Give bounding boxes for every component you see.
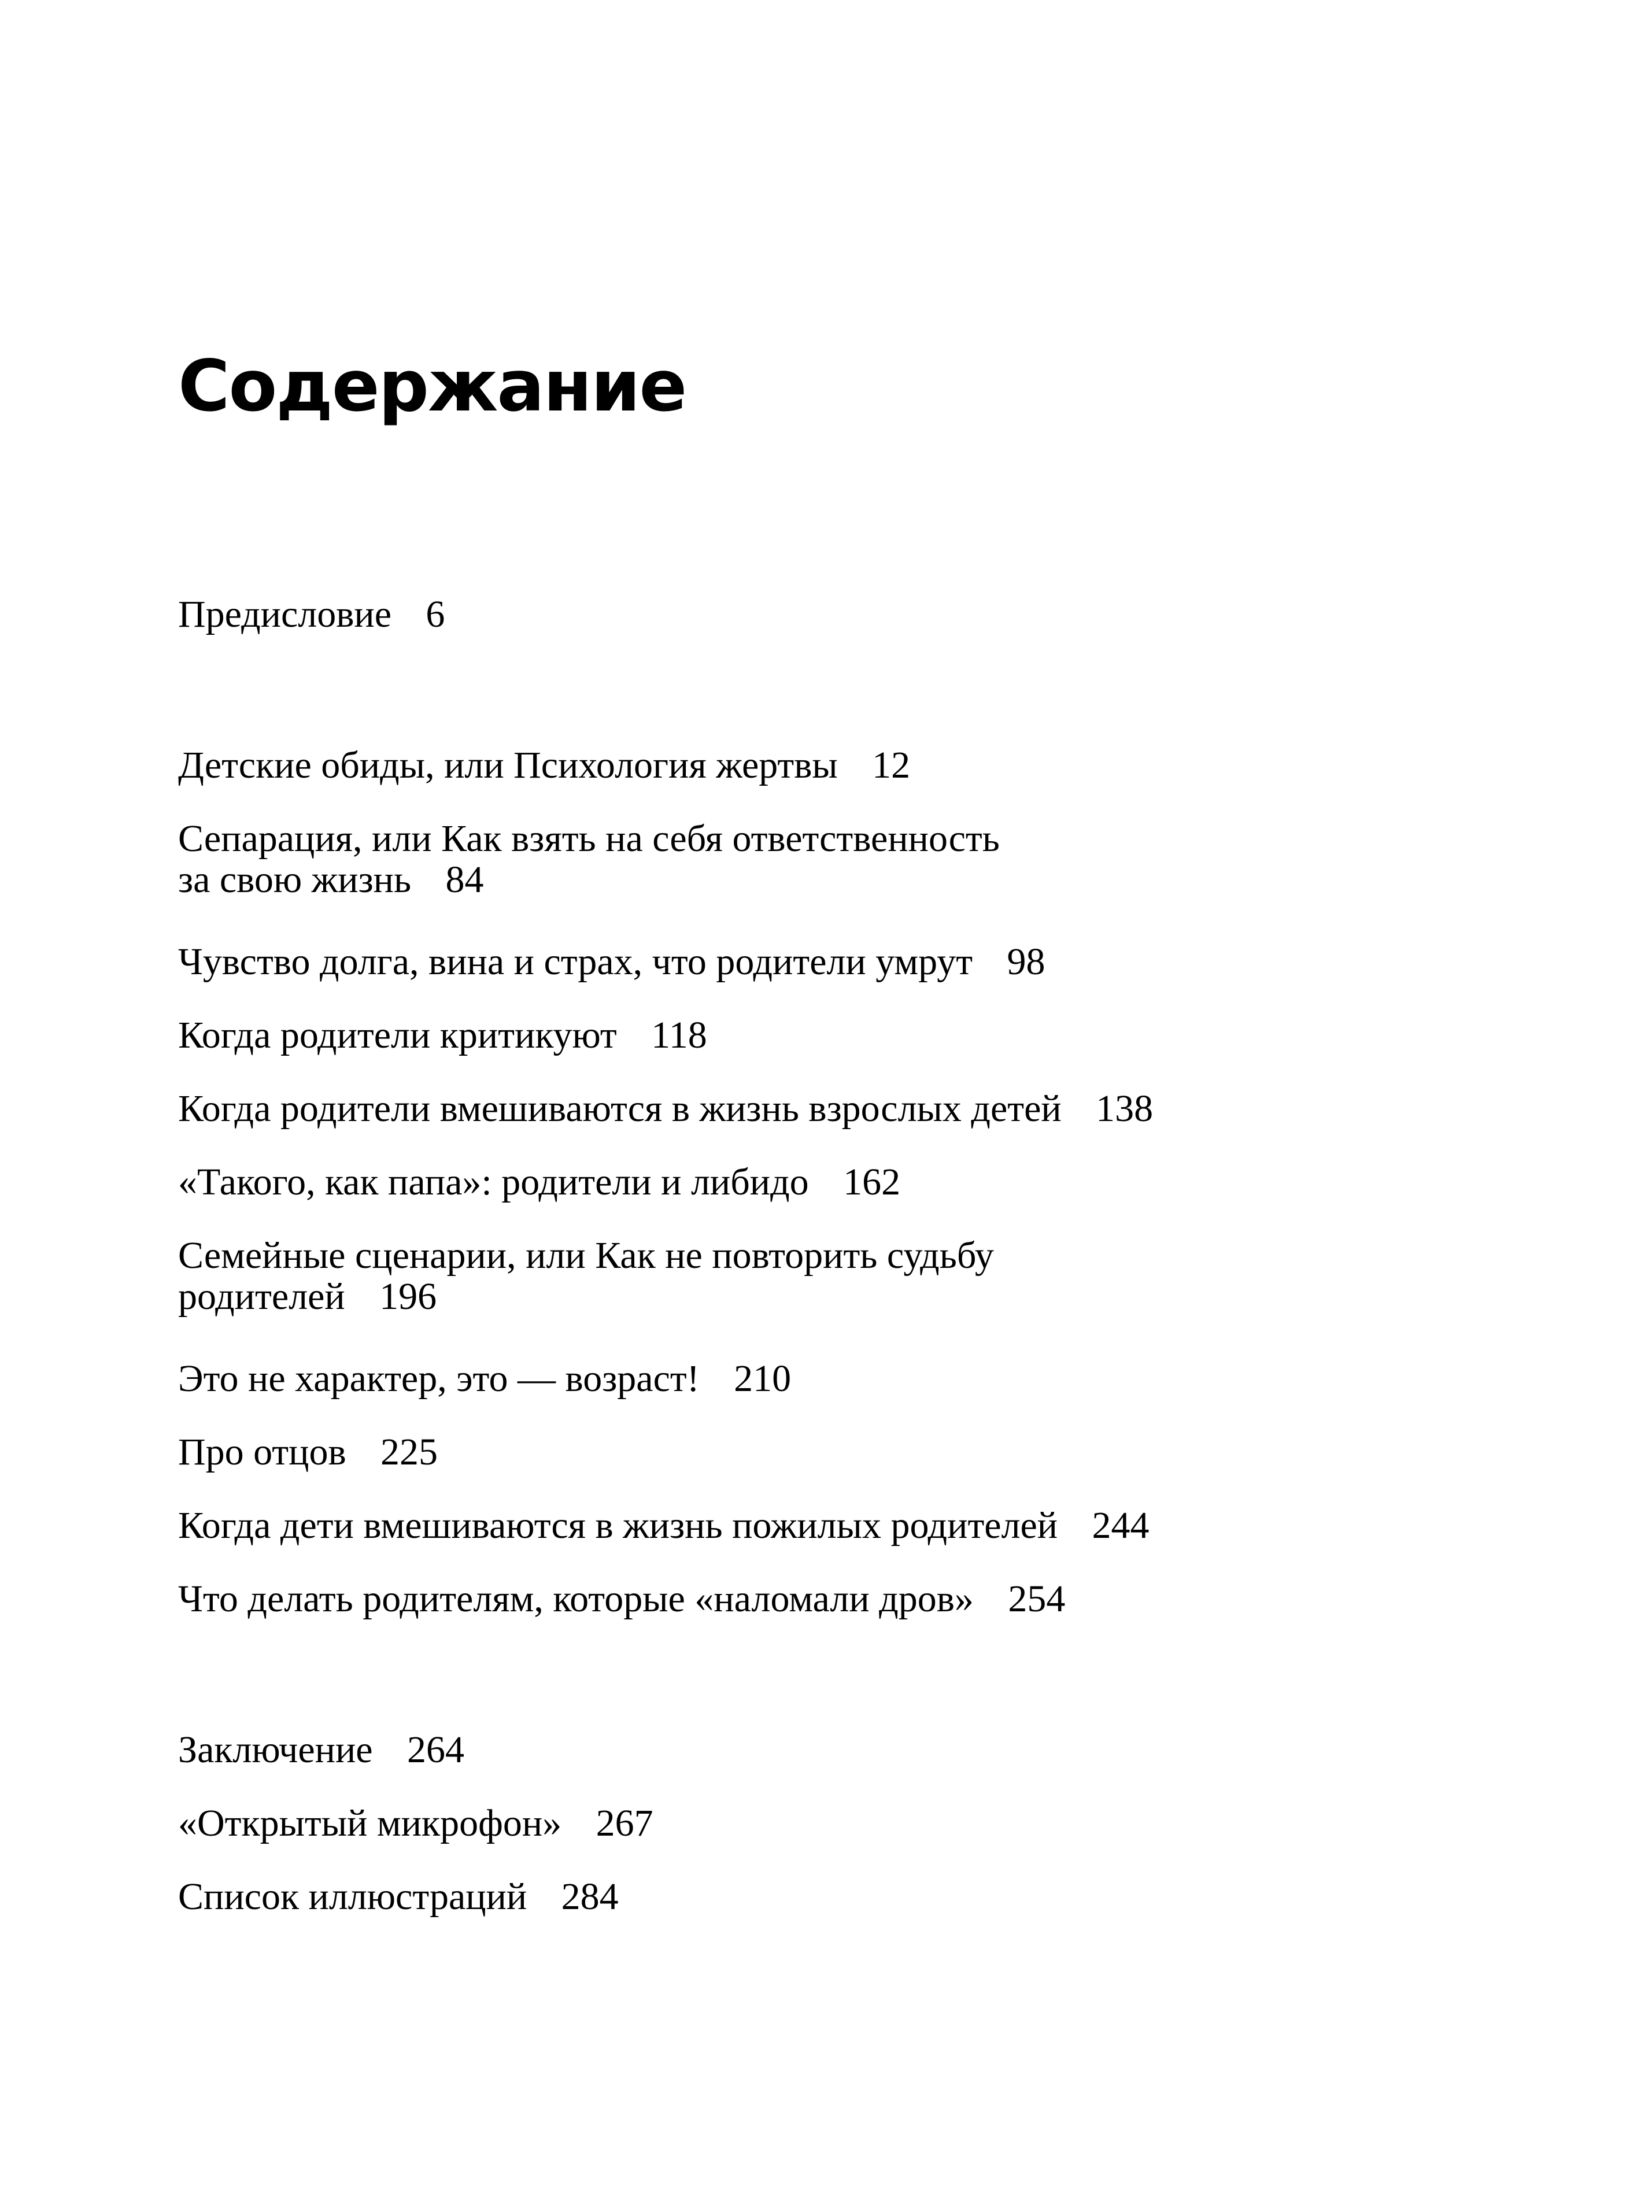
toc-entry-label: «Открытый микрофон» — [178, 1802, 562, 1844]
toc-entry-page: 225 — [380, 1431, 438, 1473]
toc-entry-label: Когда дети вмешиваются в жизнь пожилых родителей — [178, 1504, 1058, 1547]
toc-entry — [178, 818, 1508, 900]
toc-entry-page: 264 — [406, 1729, 464, 1771]
toc-entry-label: Что делать родителям, которые «наломали дров» — [178, 1578, 974, 1620]
toc-entry-label-line1: Сепарация, или Как взять на себя ответственность — [178, 818, 1000, 860]
toc-entry-label: Предисловие — [178, 593, 391, 635]
toc-entry-page: 118 — [651, 1014, 707, 1056]
toc-entry — [178, 1505, 1508, 1546]
toc-entry-label: Заключение — [178, 1729, 373, 1771]
toc-entry — [178, 1088, 1508, 1129]
toc-entry-label-line2: за свою жизнь — [178, 859, 412, 901]
toc-list — [178, 594, 1508, 1917]
toc-entry — [178, 1015, 1508, 1056]
toc-entry — [178, 1876, 1508, 1917]
toc-entry — [178, 1431, 1508, 1473]
toc-entry-label: Когда родители вмешиваются в жизнь взрослых детей — [178, 1087, 1062, 1130]
toc-entry-page: 12 — [872, 744, 911, 786]
toc-entry-label: Про отцов — [178, 1431, 346, 1473]
toc-entry-page: 210 — [734, 1357, 792, 1400]
toc-entry-page: 267 — [596, 1802, 653, 1844]
toc-entry-page: 138 — [1096, 1087, 1154, 1130]
toc-entry-label-line2: родителей — [178, 1275, 345, 1318]
toc-entry-label: «Такого, как папа»: родители и либидо — [178, 1161, 809, 1203]
toc-entry — [178, 1235, 1508, 1317]
toc-entry-label: Детские обиды, или Психология жертвы — [178, 744, 838, 786]
toc-entry — [178, 1578, 1508, 1619]
toc-entry — [178, 1729, 1508, 1770]
toc-entry-page: 254 — [1008, 1578, 1066, 1620]
toc-entry-label: Список иллюстраций — [178, 1876, 527, 1918]
toc-entry — [178, 941, 1508, 982]
toc-entry — [178, 1358, 1508, 1399]
toc-entry — [178, 1162, 1508, 1203]
toc-entry-page: 244 — [1092, 1504, 1150, 1547]
toc-entry-label: Когда родители критикуют — [178, 1014, 617, 1056]
toc-entry-page: 98 — [1007, 941, 1045, 983]
toc-entry-label: Чувство долга, вина и страх, что родители умрут — [178, 941, 973, 983]
toc-entry-page: 162 — [843, 1161, 901, 1203]
page-title: Содержание — [178, 345, 686, 427]
toc-entry — [178, 1803, 1508, 1844]
toc-entry — [178, 594, 1508, 635]
toc-entry-page: 6 — [426, 593, 445, 635]
toc-entry-page: 84 — [445, 859, 484, 901]
toc-entry-label-line1: Семейные сценарии, или Как не повторить судьбу — [178, 1234, 994, 1277]
toc-entry-page: 284 — [561, 1876, 619, 1918]
toc-entry-label: Это не характер, это — возраст! — [178, 1357, 700, 1400]
toc-entry-page: 196 — [379, 1275, 437, 1318]
toc-entry — [178, 745, 1508, 786]
toc-content — [178, 345, 1508, 1950]
